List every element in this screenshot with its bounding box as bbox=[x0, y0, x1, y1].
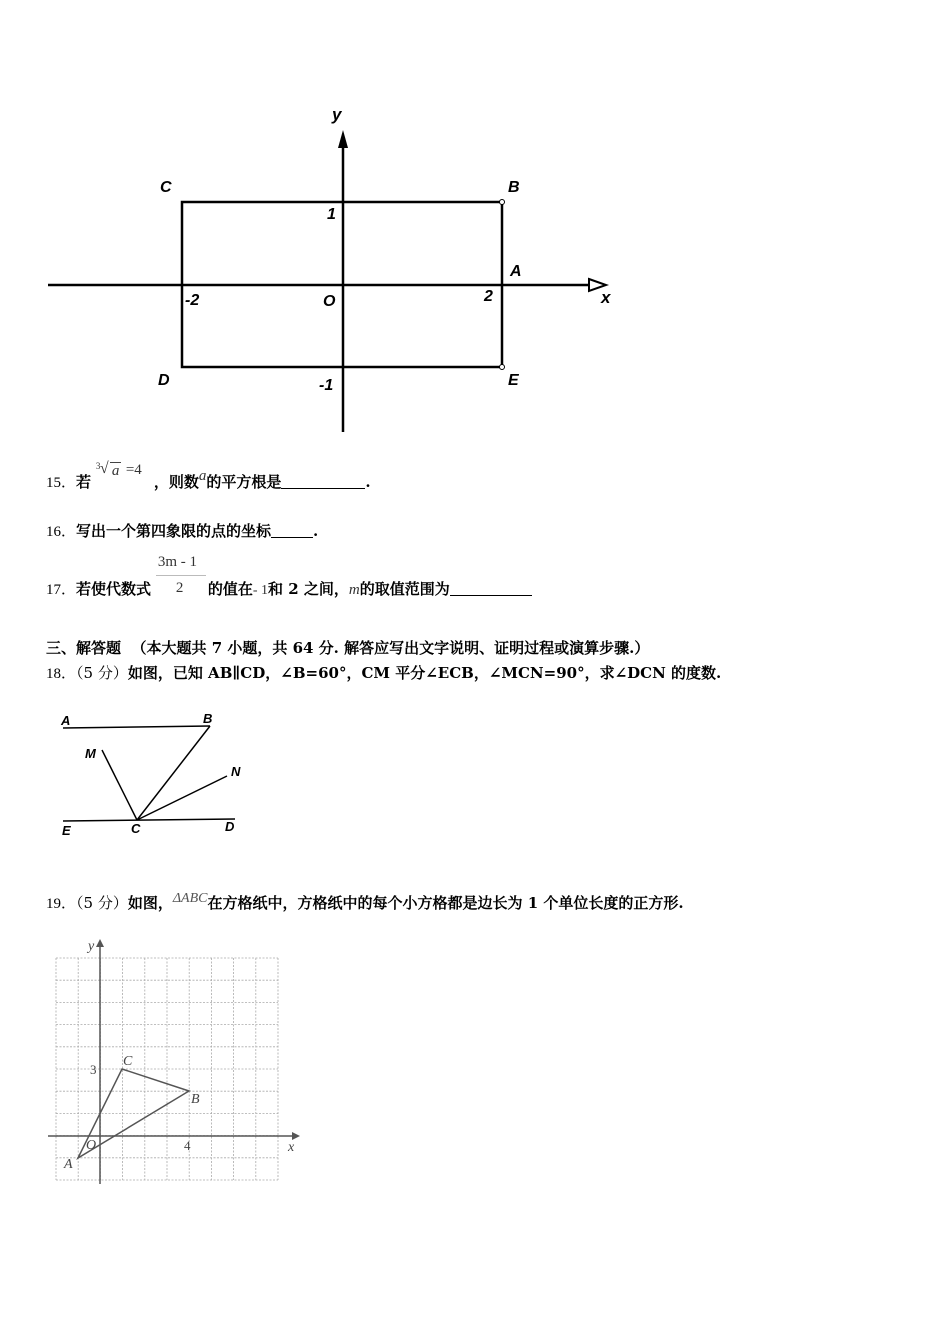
label-origin: O bbox=[323, 293, 336, 310]
fraction-bar bbox=[156, 575, 206, 576]
radical-sign: √ bbox=[99, 460, 109, 477]
q15-number: 15． bbox=[46, 475, 77, 491]
question-17 bbox=[46, 554, 532, 599]
root-equals: =4 bbox=[125, 462, 142, 478]
label-d: D bbox=[158, 372, 170, 389]
answer-blank[interactable] bbox=[281, 474, 365, 489]
q17-number: 17． bbox=[46, 582, 77, 598]
line-ab bbox=[63, 726, 210, 728]
fig3-y-arrow bbox=[96, 939, 104, 947]
fraction-expression bbox=[156, 554, 208, 596]
label-b: B bbox=[508, 179, 520, 196]
fig2-label-d: D bbox=[225, 819, 235, 834]
label-c: C bbox=[160, 179, 172, 196]
q18-number: 18． bbox=[46, 666, 77, 682]
fig2-label-e: E bbox=[62, 823, 71, 838]
section-3-title: 三、解答题 bbox=[46, 639, 122, 657]
fig3-tick-3: 3 bbox=[90, 1062, 97, 1077]
fig3-x-label: x bbox=[288, 1140, 295, 1155]
q16-text: 写出一个第四象限的点的坐标 bbox=[76, 522, 272, 540]
y-axis-arrow bbox=[338, 130, 348, 148]
q16-number: 16． bbox=[46, 524, 77, 540]
q15-end: . bbox=[365, 473, 371, 491]
fig2-label-b: B bbox=[203, 711, 213, 726]
q17-neg-one: - 1 bbox=[252, 583, 268, 598]
rectangle-coordinate-figure bbox=[40, 100, 640, 440]
fig2-label-m: M bbox=[85, 746, 96, 761]
section-3-desc: （本大题共 7 小题，共 64 分. 解答应写出文字说明、证明过程或演算步骤.） bbox=[131, 639, 650, 657]
fig3-y-label: y bbox=[88, 939, 95, 954]
q15-pre: 若 bbox=[76, 473, 92, 491]
fig2-label-a: A bbox=[61, 713, 71, 728]
point-e bbox=[500, 365, 505, 370]
segment-cn bbox=[137, 776, 227, 820]
fig3-label-b: B bbox=[191, 1092, 200, 1107]
parallel-lines-figure bbox=[55, 708, 255, 840]
y-axis-label: y bbox=[332, 105, 342, 124]
q17-mid2: 和 2 之间， bbox=[268, 580, 349, 598]
fig3-label-o: O bbox=[86, 1138, 97, 1153]
fig2-label-n: N bbox=[231, 764, 241, 779]
label-a: A bbox=[510, 263, 522, 280]
tick-1: 1 bbox=[327, 206, 336, 223]
q16-end: . bbox=[313, 522, 319, 540]
q19-triangle: ΔABC bbox=[172, 891, 208, 906]
root-index: 3 bbox=[95, 461, 101, 471]
radicand: a bbox=[111, 463, 120, 479]
fig3-x-arrow bbox=[292, 1132, 300, 1140]
segment-cm bbox=[102, 750, 137, 820]
segment-cb bbox=[137, 726, 210, 820]
fig3-tick-4: 4 bbox=[184, 1138, 191, 1153]
fig3-label-c: C bbox=[123, 1054, 133, 1069]
q19-text: 在方格纸中，方格纸中的每个小方格都是边长为 1 个单位长度的正方形. bbox=[207, 894, 684, 912]
q19-number: 19． bbox=[46, 896, 77, 912]
question-16 bbox=[46, 520, 318, 541]
q18-text: 如图，已知 AB∥CD，∠B=60°，CM 平分∠ECB，∠MCN=90°，求∠DCN 的度数. bbox=[127, 664, 722, 682]
grid-triangle-figure bbox=[44, 936, 306, 1188]
fraction-denominator: 2 bbox=[175, 580, 184, 596]
line-ed bbox=[63, 819, 235, 821]
tick-neg1: -1 bbox=[319, 377, 334, 394]
question-18 bbox=[46, 662, 721, 683]
point-b bbox=[500, 200, 505, 205]
q15-mid: ，则数 bbox=[153, 473, 199, 491]
q17-post: 的取值范围为 bbox=[359, 580, 450, 598]
tick-2: 2 bbox=[484, 288, 493, 305]
fig3-label-a: A bbox=[64, 1157, 73, 1172]
section-3-heading bbox=[46, 637, 649, 658]
tick-neg2: -2 bbox=[185, 292, 200, 309]
answer-blank[interactable] bbox=[271, 523, 313, 538]
q19-pre: 如图， bbox=[127, 894, 173, 912]
question-15 bbox=[46, 460, 371, 492]
q19-score: （5 分） bbox=[76, 894, 128, 912]
x-axis-label: x bbox=[601, 288, 611, 307]
q17-mid1: 的值在 bbox=[207, 580, 253, 598]
q18-score: （5 分） bbox=[76, 664, 128, 682]
label-e: E bbox=[508, 372, 519, 389]
fig2-label-c: C bbox=[131, 821, 141, 836]
answer-blank[interactable] bbox=[450, 581, 532, 596]
cube-root-expression bbox=[95, 460, 154, 489]
q15-var: a bbox=[198, 468, 207, 484]
q15-post: 的平方根是 bbox=[206, 473, 282, 491]
q17-pre: 若使代数式 bbox=[76, 580, 152, 598]
q17-var: m bbox=[348, 582, 360, 598]
question-19 bbox=[46, 892, 684, 913]
fraction-numerator: 3m - 1 bbox=[157, 554, 197, 570]
